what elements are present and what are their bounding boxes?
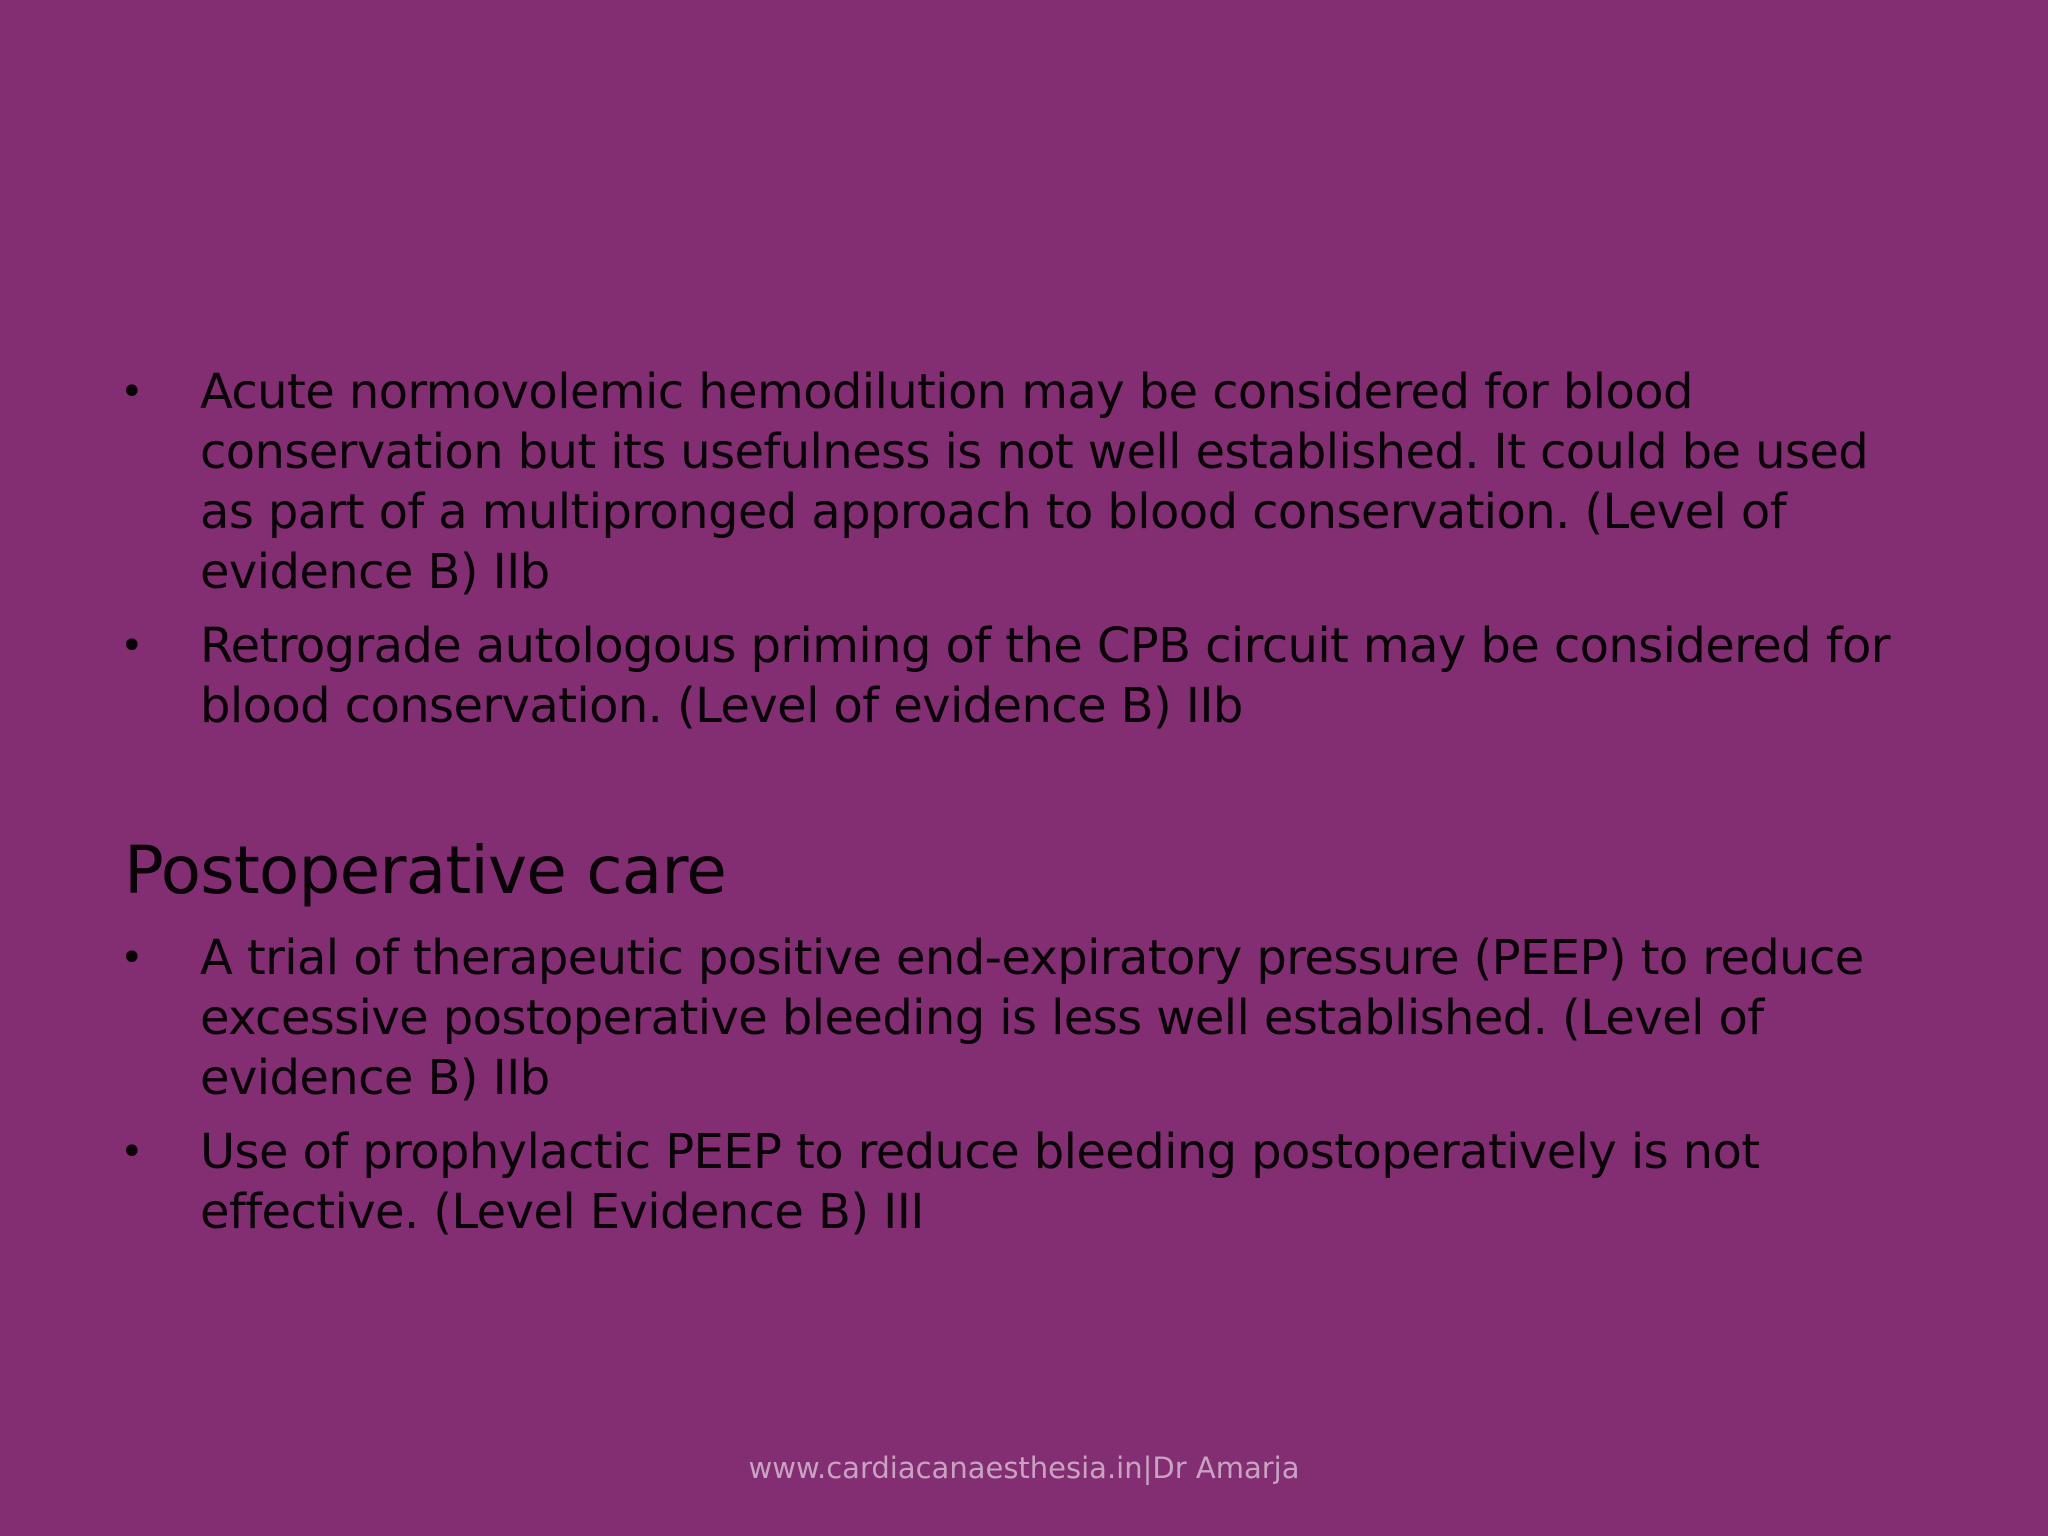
bullet-dot-icon: • (120, 935, 143, 981)
bullet-text: Use of prophylactic PEEP to reduce bleeding postoperatively is not effective. (Level Evidence B) III (200, 1124, 1760, 1240)
bullet-item (120, 616, 1920, 736)
postoperative-bullet-list (120, 928, 1920, 1256)
bullet-item (120, 362, 1920, 602)
bullet-item (120, 928, 1920, 1108)
footer-text: www.cardiacanaesthesia.in|Dr Amarja (748, 1451, 1300, 1485)
bullet-dot-icon: • (120, 369, 143, 415)
bullet-text: A trial of therapeutic positive end-expiratory pressure (PEEP) to reduce excessive postoperative bleeding is less well established. (Level of evidence B) IIb (200, 930, 1864, 1106)
section-heading: Postoperative care (124, 832, 727, 909)
intro-bullet-list (120, 362, 1920, 750)
bullet-text: Acute normovolemic hemodilution may be considered for blood conservation but its usefulness is not well established. It could be used as part of a multipronged approach to blood conservation. (Level of evidence B) IIb (200, 364, 1869, 600)
bullet-item (120, 1122, 1920, 1242)
bullet-text: Retrograde autologous priming of the CPB circuit may be considered for blood conservation. (Level of evidence B) IIb (200, 618, 1890, 734)
bullet-dot-icon: • (120, 623, 143, 669)
bullet-dot-icon: • (120, 1129, 143, 1175)
